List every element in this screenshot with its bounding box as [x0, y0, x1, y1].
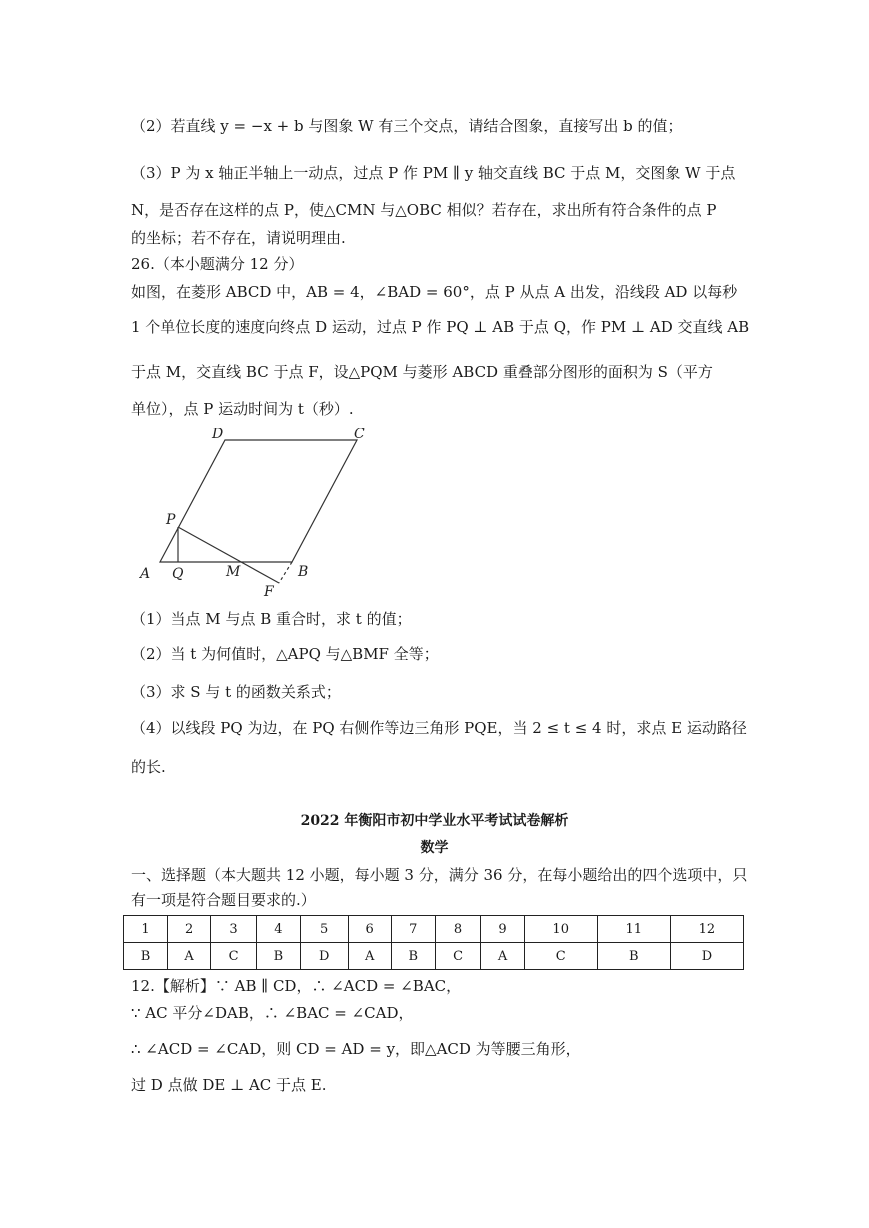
- q25-part3-line2: N，是否存在这样的点 P，使△CMN 与△OBC 相似？若存在，求出所有符合条件的点 P: [131, 201, 717, 219]
- q26-stem-line4: 单位），点 P 运动时间为 t（秒）.: [131, 400, 354, 418]
- q26-sub1: （1）当点 M 与点 B 重合时，求 t 的值；: [131, 610, 412, 628]
- table-cell: A: [167, 943, 210, 970]
- extension-bf: [279, 562, 292, 583]
- section1-line1: 一、选择题（本大题共 12 小题，每小题 3 分，满分 36 分，在每小题给出的四个选项中，只: [131, 866, 748, 884]
- label-q: Q: [172, 566, 184, 582]
- q25-part3-line1: （3）P 为 x 轴正半轴上一动点，过点 P 作 PM ∥ y 轴交直线 BC 于点 M，交图象 W 于点: [131, 164, 736, 182]
- table-cell: 10: [524, 916, 597, 943]
- q26-stem-line3: 于点 M，交直线 BC 于点 F，设△PQM 与菱形 ABCD 重叠部分图形的面积为 S（平方: [131, 363, 713, 381]
- solution-subject: 数学: [420, 840, 449, 856]
- label-p: P: [166, 512, 176, 528]
- table-cell: 12: [670, 916, 743, 943]
- q26-sub4-line1: （4）以线段 PQ 为边，在 PQ 右侧作等边三角形 PQE，当 2 ≤ t ≤ 4 时，求点 E 运动路径: [131, 719, 747, 737]
- label-c: C: [354, 428, 365, 442]
- table-row-numbers: [124, 916, 744, 943]
- label-a: A: [140, 566, 151, 582]
- table-cell: 2: [167, 916, 210, 943]
- q26-sub4-line2: 的长.: [131, 758, 166, 776]
- label-f: F: [264, 584, 274, 598]
- table-cell: D: [300, 943, 348, 970]
- table-cell: 11: [597, 916, 670, 943]
- q25-part3-line3: 的坐标；若不存在，请说明理由.: [131, 229, 346, 247]
- table-cell: B: [391, 943, 435, 970]
- q25-part2: （2）若直线 y = −x + b 与图象 W 有三个交点，请结合图象，直接写出 b 的值；: [131, 117, 683, 135]
- table-cell: 1: [124, 916, 168, 943]
- table-cell: A: [481, 943, 524, 970]
- table-cell: B: [256, 943, 300, 970]
- table-cell: C: [435, 943, 481, 970]
- table-cell: D: [670, 943, 743, 970]
- label-m: M: [226, 564, 241, 580]
- table-cell: A: [348, 943, 391, 970]
- table-cell: B: [597, 943, 670, 970]
- table-cell: C: [524, 943, 597, 970]
- solution-title: 2022 年衡阳市初中学业水平考试试卷解析: [300, 813, 569, 829]
- label-d: D: [212, 428, 224, 442]
- q26-sub3: （3）求 S 与 t 的函数关系式；: [131, 683, 341, 701]
- rhombus-figure: [130, 428, 390, 598]
- table-cell: 3: [211, 916, 257, 943]
- solution12-line4: 过 D 点做 DE ⊥ AC 于点 E.: [131, 1076, 327, 1094]
- label-b: B: [298, 564, 309, 580]
- q26-stem-line2: 1 个单位长度的速度向终点 D 运动，过点 P 作 PQ ⊥ AB 于点 Q，作 PM ⊥ AD 交直线 AB: [131, 318, 750, 336]
- table-cell: 5: [300, 916, 348, 943]
- answer-table: [123, 915, 744, 970]
- solution12-line3: ∴ ∠ACD = ∠CAD，则 CD = AD = y，即△ACD 为等腰三角形，: [131, 1040, 581, 1058]
- table-cell: 9: [481, 916, 524, 943]
- table-cell: 7: [391, 916, 435, 943]
- table-cell: C: [211, 943, 257, 970]
- solution12-line2: ∵ AC 平分∠DAB，∴ ∠BAC = ∠CAD，: [131, 1004, 414, 1022]
- q26-sub2: （2）当 t 为何值时，△APQ 与△BMF 全等；: [131, 645, 439, 663]
- section1-line2: 有一项是符合题目要求的.）: [131, 891, 316, 909]
- solution12-line1: 12.【解析】∵ AB ∥ CD，∴ ∠ACD = ∠BAC，: [131, 977, 462, 995]
- table-cell: 4: [256, 916, 300, 943]
- table-cell: 6: [348, 916, 391, 943]
- table-cell: B: [124, 943, 168, 970]
- rhombus-abcd: [160, 440, 357, 562]
- q26-heading: 26.（本小题满分 12 分）: [131, 255, 304, 273]
- table-cell: 8: [435, 916, 481, 943]
- q26-stem-line1: 如图，在菱形 ABCD 中，AB = 4，∠BAD = 60°，点 P 从点 A 出发，沿线段 AD 以每秒: [131, 283, 738, 301]
- table-row-answers: [124, 943, 744, 970]
